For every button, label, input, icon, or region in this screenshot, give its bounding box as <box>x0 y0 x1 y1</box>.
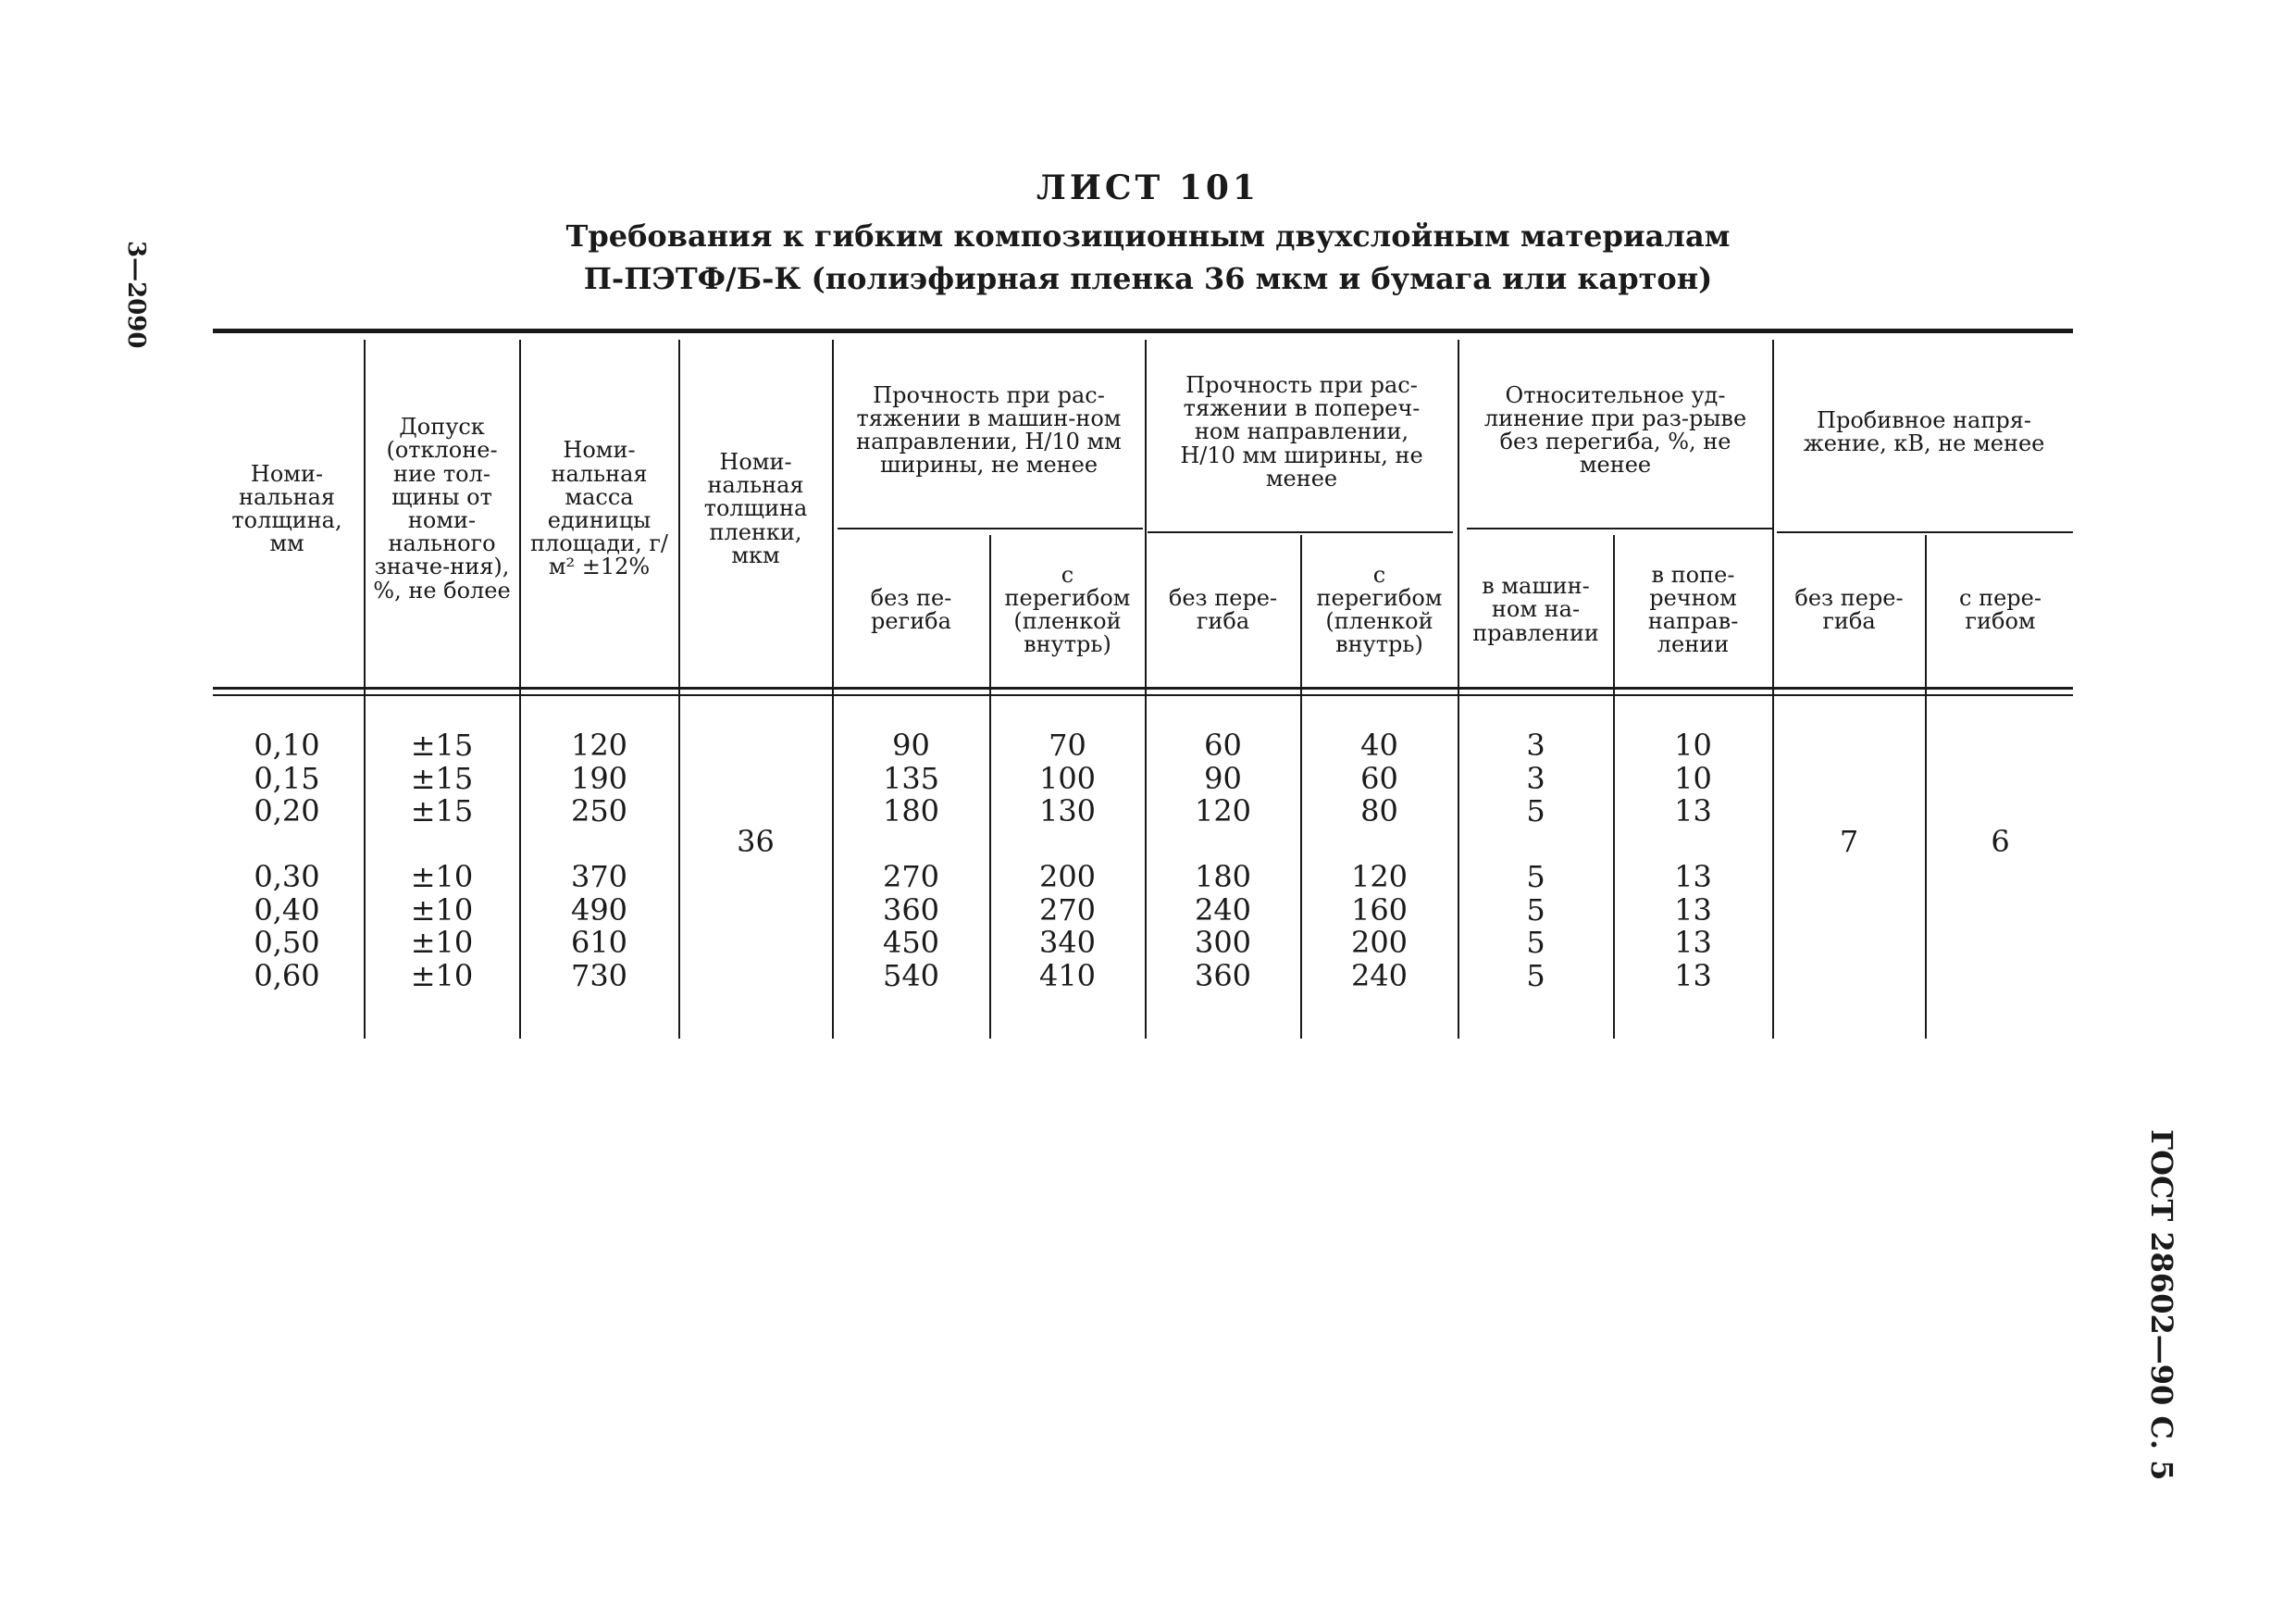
table-cell: 120 <box>1194 793 1252 828</box>
table-cell: ±15 <box>410 760 474 796</box>
table-cell: 490 <box>570 891 628 928</box>
table-cell: 200 <box>1038 859 1097 894</box>
table-cell: 0,60 <box>254 957 320 993</box>
col-divider <box>1925 535 1927 1039</box>
table-cell: 360 <box>1194 957 1252 993</box>
table-cell: 13 <box>1674 793 1712 828</box>
table-cell: 5 <box>1526 859 1545 894</box>
table-cell: 540 <box>882 957 940 993</box>
column-mass <box>522 729 676 992</box>
col-divider <box>364 340 366 1039</box>
header-bottom-rule-2 <box>213 694 2073 696</box>
table-cell: ±10 <box>410 859 474 894</box>
header-elongation: Относительное уд-линение при раз-рыве без перегиба, %, не менее <box>1483 381 1747 479</box>
table-cell: ±10 <box>410 925 474 960</box>
table-cell: 100 <box>1038 760 1097 796</box>
table-cell: 190 <box>570 760 628 796</box>
subheader-rule-machine <box>838 528 1143 529</box>
table-cell: 3 <box>1526 760 1545 796</box>
table-cell: 0,40 <box>254 891 320 928</box>
header-film-thickness: Номи-нальная толщина пленки, мкм <box>703 449 808 568</box>
header-tolerance: Допуск (отклоне-ние тол-щины от номи-нального значе-ния), %, не более <box>373 414 511 604</box>
header-bottom-rule <box>213 687 2073 690</box>
film-thickness-value: 36 <box>737 824 775 859</box>
breakdown-with-bend-value: 6 <box>1991 824 2010 859</box>
table-cell: 10 <box>1674 760 1712 796</box>
subheader-breakdown-no-bend: без пере-гиба <box>1794 584 1904 634</box>
table-cell: 13 <box>1674 891 1712 928</box>
row-gap <box>1303 828 1456 862</box>
table-cell: 240 <box>1194 891 1252 928</box>
col-divider <box>1145 340 1147 1039</box>
table-cell: 240 <box>1350 957 1409 993</box>
table-cell: 40 <box>1360 728 1398 763</box>
page-number-left: 3—2090 <box>122 241 150 349</box>
row-gap <box>1460 828 1611 862</box>
table-cell: 80 <box>1360 793 1398 828</box>
header-machine-strength: Прочность при рас-тяжении в машин-ном направлении, Н/10 мм ширины, не менее <box>856 381 1122 479</box>
col-divider <box>678 340 680 1039</box>
row-gap <box>215 828 359 862</box>
row-gap <box>1148 828 1298 862</box>
subheader-elong-machine: в машин-ном на-правлении <box>1472 573 1599 646</box>
col-divider <box>1772 340 1774 1039</box>
row-gap <box>992 828 1143 862</box>
table-cell: 5 <box>1526 891 1545 928</box>
header-nominal-thickness: Номи-нальная толщина, мм <box>231 460 342 557</box>
column-tolerance <box>366 729 517 992</box>
breakdown-no-bend-value: 7 <box>1839 824 1859 859</box>
table-cell: 5 <box>1526 957 1545 993</box>
table-cell: 13 <box>1674 957 1712 993</box>
row-gap <box>522 828 676 862</box>
table-cell: 200 <box>1350 925 1409 960</box>
subheader-md-with-bend: с перегибом (пленкой внутрь) <box>1004 561 1131 658</box>
column-nominal-thickness <box>215 729 359 992</box>
subheader-md-no-bend: без пе-региба <box>870 584 952 634</box>
table-cell: 730 <box>570 957 628 993</box>
table-cell: 60 <box>1204 728 1242 763</box>
table-cell: 0,10 <box>254 728 320 763</box>
subheader-cd-no-bend: без пере-гиба <box>1168 584 1278 634</box>
table-cell: ±15 <box>410 728 474 763</box>
table-cell: 450 <box>882 925 940 960</box>
subheader-rule-cross <box>1148 531 1453 533</box>
table-cell: ±10 <box>410 957 474 993</box>
row-gap <box>835 828 987 862</box>
col-divider <box>519 340 521 1039</box>
table-cell: 360 <box>882 891 940 928</box>
row-gap <box>1616 828 1770 862</box>
table-cell: 340 <box>1038 925 1097 960</box>
column-cd-with-bend <box>1303 729 1456 992</box>
table-cell: 0,30 <box>254 859 320 894</box>
subheader-breakdown-with-bend: с пере-гибом <box>1959 584 2042 634</box>
table-cell: 120 <box>570 728 628 763</box>
table-cell: 0,20 <box>254 793 320 828</box>
column-md-with-bend <box>992 729 1143 992</box>
table-cell: 130 <box>1038 793 1097 828</box>
col-divider <box>1458 340 1459 1039</box>
col-divider <box>1613 535 1615 1039</box>
table-cell: 5 <box>1526 793 1545 828</box>
table-cell: ±10 <box>410 891 474 928</box>
table-cell: ±15 <box>410 793 474 828</box>
col-divider <box>989 535 991 1039</box>
table-cell: 300 <box>1194 925 1252 960</box>
table-cell: 270 <box>882 859 940 894</box>
table-cell: 180 <box>882 793 940 828</box>
header-breakdown: Пробивное напря-жение, кВ, не менее <box>1803 406 2045 456</box>
subheader-rule-elongation <box>1467 528 1772 529</box>
subheader-rule-breakdown <box>1777 531 2073 533</box>
table-cell: 60 <box>1360 760 1398 796</box>
header-cross-strength: Прочность при рас-тяжении в попереч-ном направлении, Н/10 мм ширины, не менее <box>1180 372 1423 492</box>
col-divider <box>832 340 834 1039</box>
row-gap <box>366 828 517 862</box>
table-cell: 0,15 <box>254 760 320 796</box>
column-elong-machine <box>1460 729 1611 992</box>
table-cell: 70 <box>1049 728 1086 763</box>
table-cell: 370 <box>570 859 628 894</box>
table-cell: 250 <box>570 793 628 828</box>
table-cell: 270 <box>1038 891 1097 928</box>
standard-reference: ГОСТ 28602—90 С. 5 <box>2144 1129 2179 1481</box>
table-cell: 3 <box>1526 728 1545 763</box>
col-divider <box>1300 535 1302 1039</box>
table-cell: 120 <box>1350 859 1409 894</box>
subheader-elong-cross: в попе-речном направ-лении <box>1647 561 1739 658</box>
table-cell: 90 <box>892 728 930 763</box>
table-cell: 135 <box>882 760 940 796</box>
table-cell: 160 <box>1350 891 1409 928</box>
table-cell: 180 <box>1194 859 1252 894</box>
table-cell: 13 <box>1674 859 1712 894</box>
table-cell: 10 <box>1674 728 1712 763</box>
table-cell: 90 <box>1204 760 1242 796</box>
subtitle-line-2: П-ПЭТФ/Б-К (полиэфирная пленка 36 мкм и бумага или картон) <box>583 261 1713 296</box>
column-md-no-bend <box>835 729 987 992</box>
table-cell: 5 <box>1526 925 1545 960</box>
column-elong-cross <box>1616 729 1770 992</box>
table-cell: 0,50 <box>254 925 320 960</box>
table-cell: 610 <box>570 925 628 960</box>
column-cd-no-bend <box>1148 729 1298 992</box>
subheader-cd-with-bend: с перегибом (пленкой внутрь) <box>1316 561 1443 658</box>
header-mass: Номи-нальная масса единицы площади, г/м² ±12% <box>529 437 668 580</box>
sheet-title: ЛИСТ 101 <box>1036 168 1260 207</box>
table-cell: 410 <box>1038 957 1097 993</box>
subtitle-line-1: Требования к гибким композиционным двухслойным материалам <box>565 218 1731 254</box>
table-cell: 13 <box>1674 925 1712 960</box>
